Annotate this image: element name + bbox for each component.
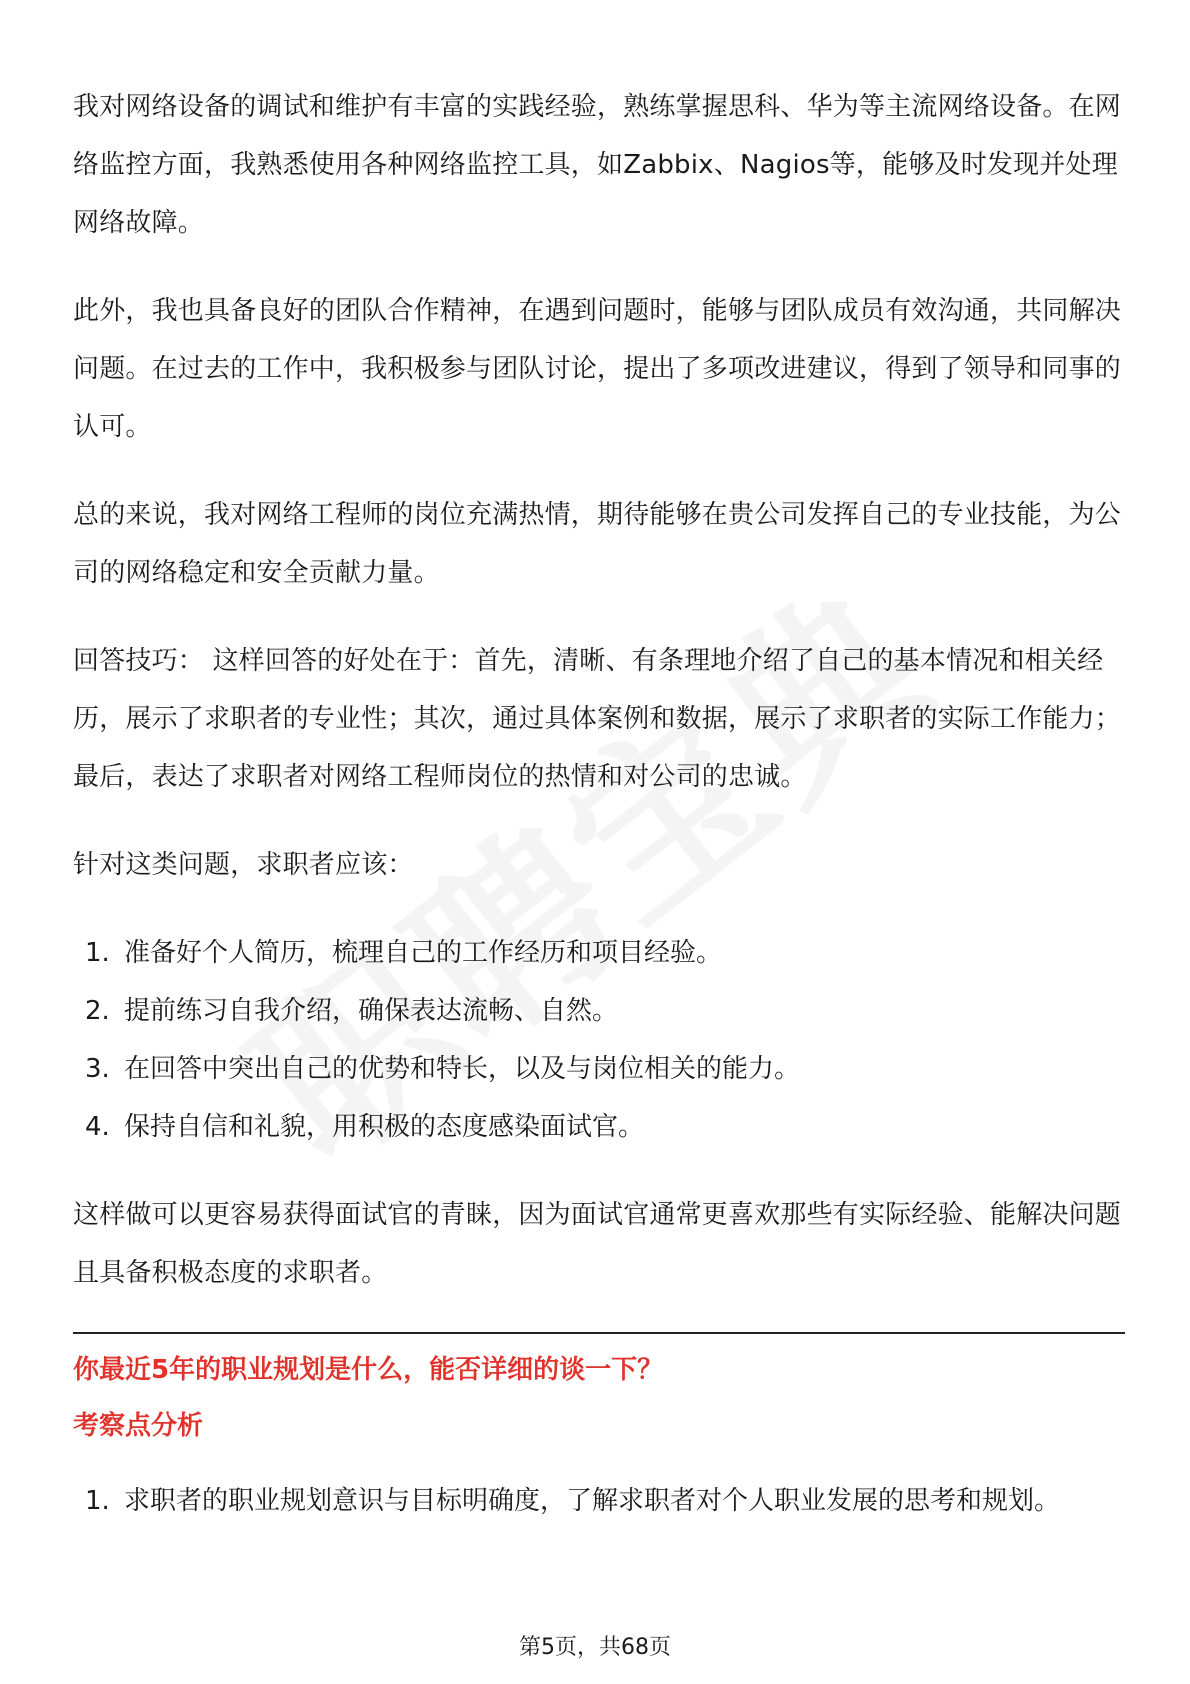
question-title: 你最近5年的职业规划是什么，能否详细的谈一下？ (73, 1355, 664, 1385)
list-item (73, 1472, 1125, 1530)
list-text: 提前练习自我介绍，确保表达流畅、自然。 (124, 996, 619, 1026)
paragraph-advice-intro: 针对这类问题，求职者应该： (73, 850, 414, 880)
list-number: 4. (85, 1112, 110, 1142)
list-text: 准备好个人简历，梳理自己的工作经历和项目经验。 (124, 938, 723, 968)
list-item (73, 982, 1125, 1040)
list-text: 保持自信和礼貌，用积极的态度感染面试官。 (124, 1112, 645, 1142)
document-page (73, 78, 1125, 1560)
paragraph-summary: 总的来说，我对网络工程师的岗位充满热情，期待能够在贵公司发挥自己的专业技能，为公司的网络稳定和安全贡献力量。 (73, 500, 1122, 588)
page-footer: 第5页，共68页 (519, 1635, 671, 1660)
list-text: 求职者的职业规划意识与目标明确度，了解求职者对个人职业发展的思考和规划。 (124, 1486, 1061, 1516)
list-number: 1. (85, 938, 110, 968)
tips-list (73, 924, 1125, 1156)
analysis-heading: 考察点分析 (73, 1411, 204, 1441)
list-item (73, 1098, 1125, 1156)
list-item (73, 924, 1125, 982)
list-number: 3. (85, 1054, 110, 1084)
paragraph-answer-tips: 回答技巧： 这样回答的好处在于：首先，清晰、有条理地介绍了自己的基本情况和相关经历，展示了求职者的专业性；其次，通过具体案例和数据，展示了求职者的实际工作能力；最后，表达了求职者对网络工程师岗位的热情和对公司的忠诚。 (73, 646, 1122, 792)
analysis-list (73, 1472, 1125, 1530)
list-text: 在回答中突出自己的优势和特长，以及与岗位相关的能力。 (124, 1054, 801, 1084)
paragraph-teamwork: 此外，我也具备良好的团队合作精神，在遇到问题时，能够与团队成员有效沟通，共同解决问题。在过去的工作中，我积极参与团队讨论，提出了多项改进建议，得到了领导和同事的认可。 (73, 296, 1122, 442)
paragraph-closing: 这样做可以更容易获得面试官的青睐，因为面试官通常更喜欢那些有实际经验、能解决问题且具备积极态度的求职者。 (73, 1200, 1122, 1288)
section-divider (73, 1332, 1125, 1334)
list-item (73, 1040, 1125, 1098)
list-number: 2. (85, 996, 110, 1026)
paragraph-network-experience: 我对网络设备的调试和维护有丰富的实践经验，熟练掌握思科、华为等主流网络设备。在网络监控方面，我熟悉使用各种网络监控工具，如Zabbix、Nagios等，能够及时发现并处理网络故障。 (73, 92, 1122, 238)
list-number: 1. (85, 1486, 110, 1516)
